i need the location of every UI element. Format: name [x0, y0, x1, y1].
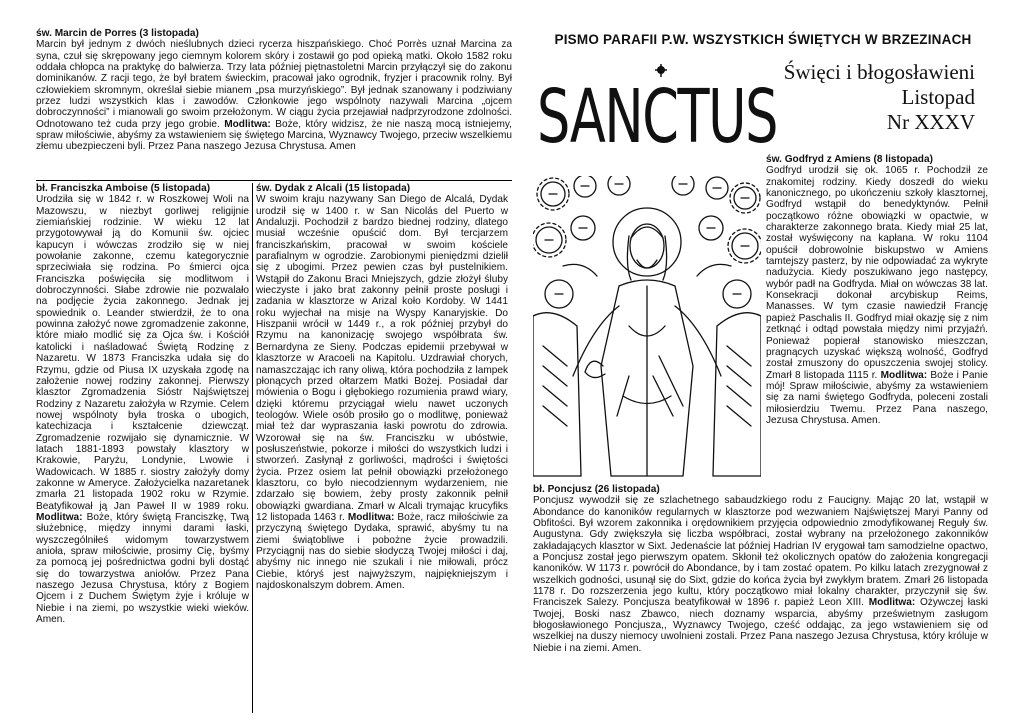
amboise-prayer: Boże, który świętą Franciszkę, Twą służebnicę, między innymi darami łaski, wyszczególniłeś widomym towarzystwem anioła, spraw miłościwie, prosimy Cię, byśmy za pomocą jej pośrednictwa godni byli dostąć się do towarzystwa aniołów. Przez Pana naszego Jezusa Chrystusa, który z Bogiem Ojcem i z Duchem Świętym żyje i króluje w Niebie i na ziemi, po wszystkie wieki wieków. Amen.	[36, 511, 249, 626]
saints-illustration	[533, 176, 761, 496]
poncjusz-body: Poncjusz wywodził się ze szlachetnego sabaudzkiego rodu z Faucigny. Mając 20 lat, wstąpił w Abondance do kanoników regularnych w klasztorze pod wezwaniem Najświętszej Maryi Panny od Obfitości. Był wzorem zakonnika i orędownikiem przyjęcia odpowiednio zmodyfikowanej Reguły św. Augustyna. Gdy zwiększyła się liczba współbraci, został wybrany na przełożonego zakonników zakładających klasztor w Sixt. Jedenaście lat później Hadrian IV erygował tam samodzielne opactwo, a Poncjusz został jego pierwszym opatem. Skłonił też okolicznych opatów do założenia kongregacji kanoników. W 1173 r. powrócił do Abondance, by i tam zostać opatem. Po kilku latach zrezygnował z wszelkich godności, usunął się do Sixt, gdzie do końca życia był zwykłym bratem. Zmarł 26 listopada 1178 r. Do rozszerzenia jego kultu, który początkowo miał lokalny charakter, przyczynił się św. Franciszek Salezy. Poncjusza beatyfikował w 1896 r. papież Leon XIII.	[533, 495, 988, 609]
poncjusz-prayer: Ożywczej łaski Twojej, Boski nasz Zbawco, niech doznamy wsparcia, abyśmy prześwietnym zasługom błogosławionego Poncjusza,, Wyznawcy Twojego, cześć oddając, za jego wstawieniem się od wszelkiej na duszy niemocy uwolnieni zostali. Przez Pana naszego Jezusa Chrystusa, który króluje w Niebie i na ziemi. Amen.	[533, 597, 988, 654]
section-godfryd	[766, 154, 988, 509]
dydak-prayer: Boże, racz miłościwie za przyczyną świętego Dydaka, sprawić, abyśmy tu na ziemi świątobliwe i pobożne życie prowadzili. Przyciągnij nas do siebie słodyczą Twojej miłości i daj, abyśmy nic innego nie szukali i nie miłowali, prócz Ciebie, któryś jest najwyższym, najpiękniejszym i najdoskonalszym dobrem. Amen.	[256, 511, 508, 592]
subtitle-theme: Święci i błogosławieni	[783, 60, 975, 84]
godfryd-prayer-label: Modlitwa:	[880, 369, 928, 381]
amboise-body: Urodziła się w 1842 r. w Roszkowej Woli na Mazowszu, w niezbyt gorliwej religijnie ziemiańskiej rodzinie. W wieku 12 lat przygotowywał ją do Komunii św. ojciec kapucyn i wówczas zrodziło się w niej powołanie zakonne, czemu kategorycznie sprzeciwiała się rodzina. Po śmierci ojca Franciszka poświęciła się modlitwom i dobroczynności. Słabe zdrowie nie pozwalało na podjęcie życia zakonnego. Jednak jej spowiednik o. Leander stwierdził, że to ona powinna założyć nowe zgromadzenie zakonne, które miało modlić się za Ojca św. i Kościół katolicki i naśladować Świętą Rodzinę z Nazaretu. W 1873 Franciszka udała się do Rzymu, gdzie od Piusa IX uzyskała zgodę na założenie nowej rodziny zakonnej. Pierwszy klasztor Zgromadzenia Sióstr Najświętszej Rodziny z Nazaretu założyła w Rzymie. Celem nowej wspólnoty była troska o ubogich, katechizacja i kształcenie dziewcząt. Zgromadzenie rozwijało się dynamicznie. W latach 1881-1893 powstały klasztory w Krakowie, Paryżu, Londynie, Lwowie i Wadowicach. W 1885 r. siostry założyły domy zakonne w Ameryce. Założycielka nazaretanek zmarła 21 listopada 1902 roku w Rzymie. Beatyfikował ją Jan Paweł II w 1989 roku.	[36, 194, 249, 512]
godfryd-body: Godfryd urodził się ok. 1065 r. Pochodził ze znakomitej rodziny. Kiedy doszedł do wieku kanonicznego, po ukończeniu szkoły klasztornej, Godfryd wstąpił do benedyktynów. Pełnił początkowo różne obowiązki w opactwie, w charakterze zakonnego brata. Kiedy miał 25 lat, został wyświęcony na kapłana. W roku 1104 opuścił dobrowolnie biskupstwo w Amiens tamtejszy pasterz, by nie odpowiadać za wykryte nadużycia. Kiedy poszukiwano jego następcy, wybór padł na Godfryda. Miał on wówczas 38 lat. Konsekracji dokonał arcybiskup Reims, Manasses. W tym czasie nawiedził Francję papież Paschalis II. Godfryd miał okazję się z nim zetknąć i odtąd powstała między nimi przyjaźń. Ponieważ popierał stanowisko mieszczan, pragnących uzyskać większą wolność, Godfryd został zmuszony do opuszczenia swojej stolicy. Zmarł 8 listopada 1115 r.	[766, 165, 988, 381]
poncjusz-heading: bł. Poncjusz (26 listopada)	[533, 484, 660, 495]
issue-subtitle	[765, 60, 975, 135]
godfryd-heading: św. Godfryd z Amiens (8 listopada)	[766, 154, 933, 165]
godfryd-prayer: Boże i Panie mój! Spraw miłościwie, abyśmy za wstawieniem się za nami świętego Godfryda, poleceni zostali miłosierdziu Twemu. Przez Pana naszego, Jezusa Chrystusa. Amen.	[766, 369, 988, 426]
poncjusz-text	[533, 495, 988, 654]
dydak-prayer-label: Modlitwa:	[347, 511, 395, 523]
left-column	[36, 28, 512, 716]
column-divider	[252, 183, 253, 713]
section-poncjusz	[533, 484, 988, 716]
porres-text	[36, 39, 512, 152]
section-amboise	[36, 183, 249, 713]
porres-heading: św. Marcin de Porres (3 listopada)	[36, 28, 199, 39]
dydak-heading: św. Dydak z Alcali (15 listopada)	[256, 183, 411, 194]
dydak-body: W swoim kraju nazywany San Diego de Alcalá, Dydak urodził się w 1400 r. w San Nicolás del Puerto w Andaluzji. Pochodził z bardzo biednej rodziny, dlatego musiał wcześnie opuścić dom. Był tercjarzem franciszkańskim, pracował w swoim kościele parafialnym w ogrodzie. Zarobionymi pieniędzmi dzielił się z ubogimi. Przez pewien czas był pustelnikiem. Wstąpił do Zakonu Braci Mniejszych, gdzie złożył śluby wieczyste i jako brat zakonny pełnił proste posługi i zadania w klasztorze w Arizal koło Kordoby. W 1441 roku wyjechał na misje na Wyspy Kanaryjskie. Do Hiszpanii wrócił w 1449 r., a rok później przybył do Rzymu na kanonizację swojego współbrata św. Bernardyna ze Sieny. Podczas epidemii przebywał w klasztorze w Aracoeli na Kapitolu. Uzdrawiał chorych, namaszczając ich rany oliwą, która pochodziła z lampek płonących przed ołtarzem Matki Bożej. Posiadał dar mówienia o Bogu i głębokiego rozumienia prawd wiary, dzięki któremu przyciągał wielu nawet uczonych teologów. Wiele osób prosiło go o modlitwę, ponieważ miał też dar wypraszania łaski powrotu do zdrowia. Wzorował się na św. Franciszku w ubóstwie, posłuszeństwie, pokorze i miłości do wszystkich ludzi i stworzeń. Zasłynął z gorliwości, mądrości i świętości życia. Przez osiem lat pełnił obowiązki przełożonego klasztoru, co było niecodziennym wydarzeniem, nie zdarzało się bowiem, żeby prosty zakonnik pełnił obowiązki gwardiana. Zmarł w Alcali trymając krucyfiks 12 listopada 1463 r.	[256, 194, 508, 523]
godfryd-text	[766, 165, 988, 426]
masthead-title: PISMO PARAFII P.W. WSZYSTKICH ŚWIĘTYCH W BRZEZINACH	[554, 32, 972, 47]
porres-body: Marcin był jednym z dwóch nieślubnych dzieci rycerza hiszpańskiego. Choć Porrès uznał Marcina za syna, czuł się skrępowany jego ciemnym kolorem skóry i zostawił go pod opieką matki. Około 1582 roku oddała chłopca na praktykę do balwierza. Trzy lata później piętnastoletni Marcin przyłączył się do zakonu dominikanów. Z racji tego, że był bratem świeckim, pracował jako ogrodnik, fryzjer i pracownik rolny. Był człowiekiem skromnym, określał siebie mianem „psa murzyńskiego”. Był jednak szanowany i podziwiany przez ludzi wszystkich klas i zawodów. Członkowie jego wspólnoty nazywali Marcina „ojcem dobroczynności” i mianowali go swoim przełożonym. W ciągu życia przejawiał nadprzyrodzone zdolności. Odnotowano też cuda przy jego grobie.	[36, 39, 512, 130]
sanctus-logo	[533, 62, 783, 158]
amboise-prayer-label: Modlitwa:	[36, 511, 83, 523]
porres-prayer-label: Modlitwa:	[224, 118, 271, 130]
right-column	[533, 28, 993, 716]
sanctus-logo-text: SANCTUS	[537, 74, 777, 158]
dydak-text	[256, 194, 508, 591]
section-divider	[36, 180, 512, 181]
porres-prayer: Boże, który widzisz, że nie naszą mocą istniejemy, spraw miłościwie, abyśmy za wstawieniem się świętego Marcina, Wyznawcy Twojego, przeciw wszelkiemu złemu ubezpieczeni byli. Przez Pana naszego Jezusa Chrystusa. Amen	[36, 118, 512, 153]
subtitle-issue-number: Nr XXXV	[886, 110, 975, 134]
subtitle-month: Listopad	[901, 85, 975, 109]
amboise-text	[36, 194, 249, 625]
amboise-heading: bł. Franciszka Amboise (5 listopada)	[36, 183, 211, 194]
poncjusz-prayer-label: Modlitwa:	[868, 597, 916, 609]
section-dydak	[256, 183, 508, 713]
section-porres	[36, 28, 512, 180]
